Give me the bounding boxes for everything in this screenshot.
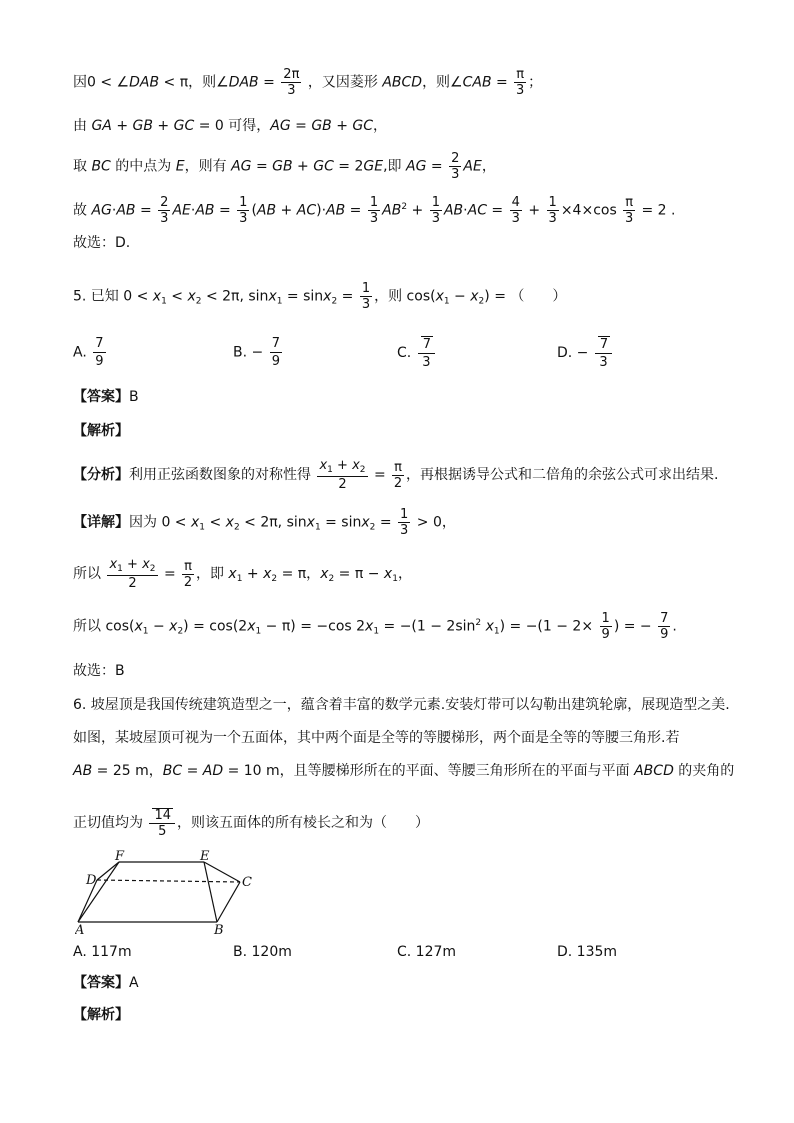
q5-step-2: 所以 $\frac{x_1 + x_2}{2}$ = $\frac{\pi}{2}$ ，即 $x_1 + x_2 = \pi$，$x_2 = \pi - x_1$，	[73, 557, 412, 591]
q5-option-a[interactable]: A. $\frac{7}{9}$	[73, 336, 104, 369]
q5-xiangjie: 【详解】因为 $0 < x_1 < x_2 < 2\pi$, sinx$_1$ = sinx$_2$ = $\frac{1}{3}$ > 0，	[73, 507, 456, 538]
edge-be	[204, 862, 217, 922]
edge-dc	[97, 880, 240, 882]
q5-option-b[interactable]: B. − $\frac{7}{9}$	[233, 336, 280, 369]
q6-analysis-tag: 【解析】	[73, 1007, 129, 1023]
q5-answer: 【答案】B	[73, 389, 139, 405]
q6-line-3: AB = 25 m，BC = AD = 10 m，且等腰梯形所在的平面、等腰三角形所在的平面与平面 ABCD 的夹角的	[73, 763, 735, 779]
solution-choice-d: 故选：D.	[73, 235, 131, 251]
solution-line-1: 因0 < ∠DAB < π，则∠DAB = $\frac{2\pi}{3}$ ，又因菱形 ABCD，则∠CAB = $\frac{\pi}{3}$ ；	[73, 67, 543, 98]
label-b: B	[214, 923, 224, 936]
edge-bc	[217, 882, 240, 922]
edge-af	[78, 862, 119, 922]
label-e: E	[200, 850, 210, 864]
q5-option-d[interactable]: D. − $\frac{7}{3}$	[557, 336, 614, 370]
solution-line-2: 由 GA + GB + GC = 0 可得，AG = GB + GC，	[73, 118, 388, 134]
q5-analysis-tag: 【解析】	[73, 423, 129, 439]
frac-2pi-3: $\frac{2\pi}{3}$	[283, 67, 300, 98]
roof-figure	[75, 850, 265, 936]
label-c: C	[242, 875, 252, 890]
l1-text-a: 因0 < ∠DAB < π，则∠DAB =	[73, 74, 275, 91]
q6-option-a[interactable]: A. 117m	[73, 944, 132, 960]
edge-ce	[204, 862, 240, 882]
q6-line-4: 正切值均为 $\frac{14}{5}$ ，则该五面体的所有棱长之和为（ ）	[73, 808, 429, 839]
q5-choice: 故选：B	[73, 663, 125, 679]
label-d: D	[86, 873, 97, 888]
q5-step-3: 所以 $\cos(x_1 - x_2) = \cos(2x_1 - \pi) = -\cos$ $2x_1 = -(1 - 2\sin^2$ $x_1) = -(1 - 2\times$ $\frac{1}{9}$ ) = − $\frac{7}{9}$ .	[73, 611, 677, 642]
q6-option-b[interactable]: B. 120m	[233, 944, 292, 960]
q5-option-c[interactable]: C. $\frac{7}{3}$	[397, 336, 437, 370]
q6-option-d[interactable]: D. 135m	[557, 944, 618, 960]
q5-fenxi: 【分析】利用正弦函数图象的对称性得 $\frac{x_1 + x_2}{2}$ = $\frac{\pi}{2}$ ，再根据诱导公式和二倍角的余弦公式可求出结果.	[73, 458, 719, 492]
frac-2-3: $\frac{2}{3}$	[451, 151, 460, 182]
label-f: F	[115, 850, 125, 864]
label-a: A	[75, 923, 85, 936]
q6-line-1: 6. 坡屋顶是我国传统建筑造型之一，蕴含着丰富的数学元素.安装灯带可以勾勒出建筑轮廓，展现造型之美.	[73, 697, 730, 713]
q6-option-c[interactable]: C. 127m	[397, 944, 457, 960]
solution-line-4: 故 AG·AB = $\frac{2}{3}$ AE·AB = $\frac{1}{3}$ (AB + AC)·AB = $\frac{1}{3}$ $AB^2$ + $\frac{1}{3}$ AB·AC = $\frac{4}{3}$ + $\frac{1}{3}$ ×4×cos $\frac{\pi}{3}$ = 2 .	[73, 195, 676, 226]
q6-line-2: 如图，某坡屋顶可视为一个五面体，其中两个面是全等的等腰梯形，两个面是全等的等腰三角形.若	[73, 730, 680, 746]
q6-answer: 【答案】A	[73, 975, 139, 991]
solution-line-3: 取 BC 的中点为 E，则有 AG = GB + GC = 2GE,即 AG = $\frac{2}{3}$ AE，	[73, 151, 496, 182]
l1-text-b: ，又因菱形 ABCD，则∠CAB =	[307, 74, 508, 91]
question-5-stem: 5. 已知 $0 < x_1 < x_2 < 2\pi$, sinx$_1$ = sinx$_2$ = $\frac{1}{3}$ ，则 $\cos(x_1 - x_2)$ = （ ）	[73, 281, 567, 312]
frac-pi-3: $\frac{\pi}{3}$	[516, 67, 525, 98]
